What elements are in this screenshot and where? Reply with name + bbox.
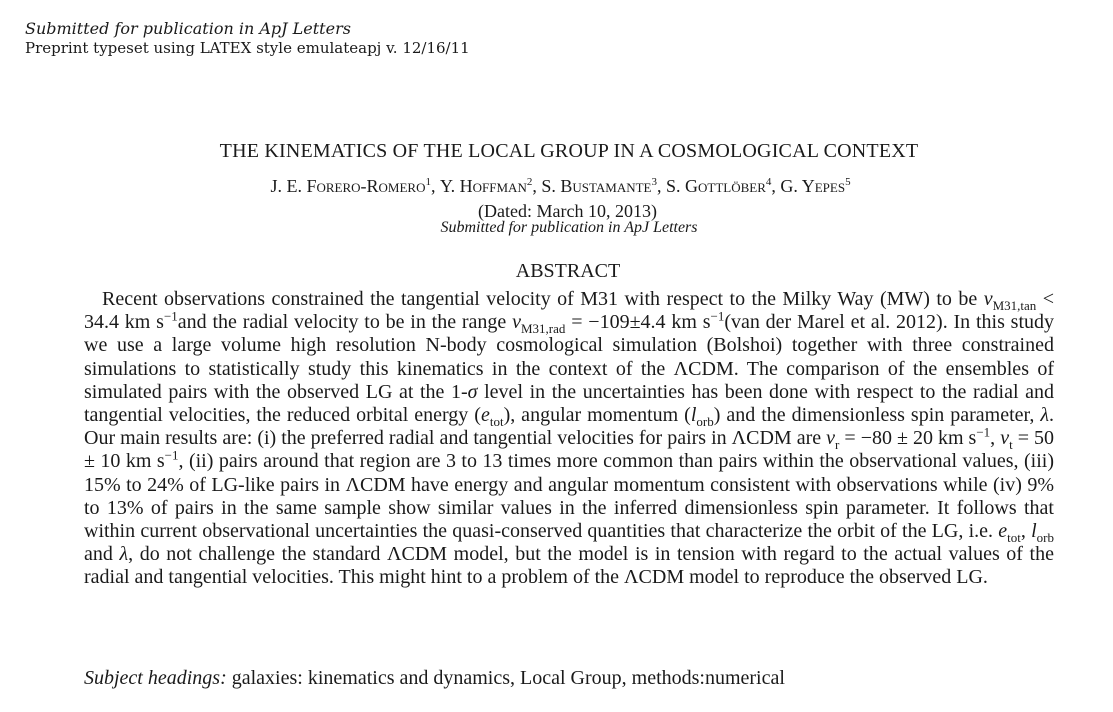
math-superscript: −1 <box>710 308 725 324</box>
author-name: S. Gottlöber <box>665 176 766 196</box>
author-name: Y. Hoffman <box>439 176 527 196</box>
math-symbol: e <box>998 520 1008 543</box>
paper-title: THE KINEMATICS OF THE LOCAL GROUP IN A COSMOLOGICAL CONTEXT <box>219 140 919 162</box>
subject-headings-label: Subject headings: <box>84 667 227 689</box>
author-affiliation: 3 <box>651 176 657 188</box>
math-symbol: λ <box>1040 404 1050 427</box>
abstract-segment: = −80 ± 20 km s <box>839 427 977 450</box>
submitted-line: Submitted for publication in ApJ Letters <box>440 219 698 236</box>
abstract-segment: = 50 ± 10 km s <box>84 427 1055 473</box>
dated-line: (Dated: March 10, 2013) <box>478 201 657 221</box>
abstract-segment: ) and the dimensionless spin parameter, <box>713 404 1041 427</box>
preprint-line: Preprint typeset using LATEX style emulateapj v. 12/16/11 <box>25 39 470 57</box>
math-symbol: e <box>480 404 490 427</box>
math-superscript: −1 <box>164 447 179 463</box>
author-name: G. Yepes <box>780 176 846 196</box>
abstract-segment: ), angular momentum ( <box>503 404 691 427</box>
journal-note: Submitted for publication in ApJ Letters <box>25 19 351 38</box>
author-affiliation: 4 <box>765 176 772 188</box>
math-subscript: tot <box>489 414 504 430</box>
abstract-segment: and <box>84 543 120 566</box>
abstract-segment: , <box>1020 520 1032 543</box>
math-subscript: M31,tan <box>992 298 1037 313</box>
abstract-segment: , (ii) pairs around that region are 3 to 13 times more common than pairs within the observational values, (iii) 15% to 24% of LG-like pairs in ΛCDM have energy and angular momentum consistent with observations while (iv) 9% to 13% of pairs in the same sample show similar values in the inferred dimensionless spin parameter. It follows that within current observational uncertainties the quasi-conserved quantities that characterize the orbit of the LG, i.e. <box>84 450 1054 543</box>
subject-headings <box>84 667 1054 690</box>
author-list: J. E. Forero-Romero$^1$, Y. Hoffman$^2$, S. Bustamante$^3$, S. Gottlöber$^4$, G. Yepes$^5$ <box>270 176 851 196</box>
author-affiliation: 1 <box>425 176 431 188</box>
abstract-text <box>84 288 1054 590</box>
math-symbol: l <box>1031 520 1037 543</box>
math-superscript: −1 <box>163 308 178 324</box>
abstract-segment: level in the uncertainties has been done with respect to the radial and tangential velocities, the reduced orbital energy ( <box>84 380 1054 427</box>
abstract-paragraph <box>84 288 1054 590</box>
subject-headings-text: galaxies: kinematics and dynamics, Local Group, methods:numerical <box>226 667 785 689</box>
abstract-segment: (van der Marel et al. 2012). In this study we use a large volume high resolution N-body cosmological simulation (Bolshoi) together with three constrained simulations to statistically study this kinematics in the context of the ΛCDM. The comparison of the ensembles of simulated pairs with the observed LG at the 1- <box>84 311 1054 403</box>
math-subscript: orb <box>696 414 714 430</box>
math-symbol: λ <box>119 543 129 566</box>
author-name: S. Bustamante <box>541 176 652 196</box>
math-symbol: v <box>983 288 993 310</box>
math-symbol: l <box>690 404 697 427</box>
abstract-heading: ABSTRACT <box>515 260 621 282</box>
math-subscript: tot <box>1007 530 1021 546</box>
abstract-segment: Recent observations constrained the tangential velocity of M31 with respect to the Milky Way (MW) to be <box>102 288 984 310</box>
abstract-segment: , do not challenge the standard ΛCDM model, but the model is in tension with regard to the actual values of the radial and tangential velocities. This might hint to a problem of the ΛCDM model to reproduce the observed LG. <box>84 543 1054 589</box>
math-subscript: r <box>835 437 840 453</box>
math-symbol: v <box>826 427 836 450</box>
author-affiliation: 2 <box>526 176 533 188</box>
abstract-segment: = −109±4.4 km s <box>565 311 711 334</box>
math-superscript: −1 <box>976 424 991 440</box>
math-subscript: orb <box>1036 530 1054 546</box>
math-symbol: σ <box>467 380 478 403</box>
author-name: J. E. Forero-Romero <box>270 176 426 196</box>
abstract-segment: and the radial velocity to be in the range <box>177 311 513 334</box>
abstract-segment: , <box>990 427 1001 450</box>
author-affiliation: 5 <box>845 176 851 188</box>
math-subscript: M31,rad <box>521 321 566 337</box>
math-subscript: t <box>1009 437 1013 453</box>
abstract-segment: < 34.4 km s <box>84 288 1054 334</box>
math-symbol: v <box>512 311 521 334</box>
math-symbol: v <box>1000 427 1010 450</box>
abstract-segment: . Our main results are: (i) the preferred radial and tangential velocities for pairs in ΛCDM are <box>84 404 1055 450</box>
